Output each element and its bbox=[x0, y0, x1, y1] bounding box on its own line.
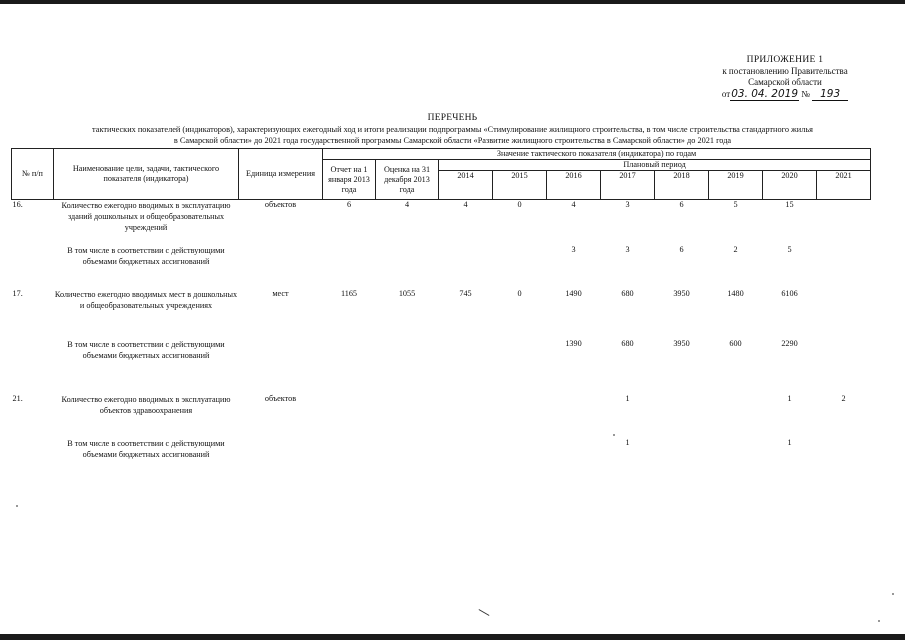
header-year: 2019 bbox=[709, 171, 763, 200]
row-number: 17. bbox=[12, 288, 23, 298]
table-row bbox=[12, 438, 871, 480]
header-estimate: Оценка на 31 декабря 2013 года bbox=[376, 160, 439, 200]
row-value: 1 bbox=[625, 437, 630, 447]
row-value bbox=[817, 289, 871, 339]
row-value bbox=[323, 339, 376, 394]
row-value: 6 bbox=[323, 200, 376, 245]
row-value: 3950 bbox=[673, 338, 690, 348]
table-row bbox=[12, 200, 871, 245]
row-value bbox=[439, 394, 493, 438]
row-value bbox=[439, 339, 493, 394]
row-value bbox=[439, 438, 493, 480]
row-value: 2290 bbox=[781, 338, 798, 348]
row-value: 1 bbox=[625, 393, 630, 403]
row-value: 5 bbox=[709, 200, 763, 245]
scan-border-top bbox=[0, 0, 905, 4]
row-value bbox=[439, 245, 493, 289]
row-value: 4 bbox=[547, 200, 601, 245]
header-year: 2020 bbox=[763, 171, 817, 200]
row-value bbox=[323, 245, 376, 289]
row-value bbox=[817, 200, 871, 245]
header-year: 2016 bbox=[547, 171, 601, 200]
header-unit: Единица измерения bbox=[239, 149, 323, 200]
document-title: ПЕРЕЧЕНЬ bbox=[427, 113, 478, 123]
row-indicator-name: Количество ежегодно вводимых в эксплуатацию зданий дошкольных и общеобразовательных учреждений bbox=[54, 200, 239, 245]
row-value: 1055 bbox=[398, 288, 416, 298]
row-value: 1165 bbox=[340, 288, 358, 298]
row-value bbox=[817, 339, 871, 394]
row-value bbox=[655, 394, 709, 438]
table-body bbox=[12, 200, 871, 480]
appendix-title: ПРИЛОЖЕНИЕ 1 bbox=[746, 55, 824, 65]
header-year: 2021 bbox=[817, 171, 871, 200]
row-indicator-name: Количество ежегодно вводимых мест в дошкольных и общеобразовательных учреждениях bbox=[54, 289, 238, 310]
row-value: 1390 bbox=[565, 338, 582, 348]
row-value: 745 bbox=[459, 288, 472, 298]
row-value: 2 bbox=[733, 244, 738, 254]
row-unit bbox=[239, 245, 323, 289]
scan-border-bottom bbox=[0, 634, 905, 640]
appendix-line-1: к постановлению Правительства bbox=[722, 66, 848, 76]
row-number bbox=[12, 438, 54, 480]
header-name: Наименование цели, задачи, тактического показателя (индикатора) bbox=[54, 149, 239, 200]
subtitle-line-1: тактических показателей (индикаторов), характеризующих ежегодный ход и итоги реализации подпрограммы «Стимулирование жилищного строительства, в том числе строительства стандартного жилья bbox=[92, 125, 813, 134]
row-indicator-name: Количество ежегодно вводимых в эксплуатацию объектов здравоохранения bbox=[61, 394, 231, 415]
header-year: 2018 bbox=[655, 171, 709, 200]
row-value: 3 bbox=[601, 200, 655, 245]
row-value: 4 bbox=[376, 200, 439, 245]
appendix-block bbox=[690, 55, 880, 101]
row-value: 6 bbox=[655, 200, 709, 245]
row-number bbox=[12, 245, 54, 289]
row-value bbox=[323, 438, 376, 480]
scan-speck bbox=[892, 593, 894, 595]
row-value bbox=[709, 438, 763, 480]
row-value: 0 bbox=[493, 200, 547, 245]
scan-speck bbox=[613, 434, 615, 436]
row-value: 6106 bbox=[781, 288, 798, 298]
appendix-date-line bbox=[690, 89, 880, 101]
subtitle-line-2: в Самарской области» до 2021 года государственной программы Самарской области «Развитие жилищного строительства в Самарской области» до 2021 года bbox=[173, 136, 732, 145]
scan-pen-mark bbox=[479, 609, 490, 616]
table-row bbox=[12, 339, 871, 394]
row-unit bbox=[239, 438, 323, 480]
row-value: 1 bbox=[787, 393, 792, 403]
date-prefix: от bbox=[721, 89, 731, 99]
row-value: 3950 bbox=[673, 288, 690, 298]
row-value bbox=[655, 438, 709, 480]
header-values-group: Значение тактического показателя (индикатора) по годам bbox=[323, 149, 871, 160]
header-year: 2017 bbox=[601, 171, 655, 200]
row-number: 16. bbox=[12, 200, 54, 245]
row-value bbox=[376, 394, 439, 438]
row-value: 1490 bbox=[565, 288, 582, 298]
row-value bbox=[709, 394, 763, 438]
row-value bbox=[817, 438, 871, 480]
header-year: 2015 bbox=[493, 171, 547, 200]
row-indicator-name: В том числе в соответствии с действующими объемами бюджетных ассигнований bbox=[67, 245, 225, 266]
row-value: 680 bbox=[621, 288, 634, 298]
row-value: 2 bbox=[841, 393, 846, 403]
row-value bbox=[323, 394, 376, 438]
row-indicator-name: В том числе в соответствии с действующими объемами бюджетных ассигнований bbox=[67, 438, 225, 459]
appendix-line-2: Самарской области bbox=[748, 77, 822, 87]
row-value: 6 bbox=[679, 244, 684, 254]
row-value: 600 bbox=[729, 338, 742, 348]
row-indicator-name: В том числе в соответствии с действующими объемами бюджетных ассигнований bbox=[67, 339, 225, 360]
row-number bbox=[12, 339, 54, 394]
header-report: Отчет на 1 января 2013 года bbox=[323, 160, 376, 200]
table-row bbox=[12, 289, 871, 339]
row-value: 5 bbox=[787, 244, 792, 254]
row-value bbox=[493, 438, 547, 480]
header-planned: Плановый период bbox=[439, 160, 871, 171]
row-value bbox=[547, 394, 601, 438]
scan-speck bbox=[878, 620, 880, 622]
row-value bbox=[493, 245, 547, 289]
row-value bbox=[376, 438, 439, 480]
row-unit: мест bbox=[272, 288, 289, 298]
table-row bbox=[12, 245, 871, 289]
row-value: 15 bbox=[763, 200, 817, 245]
row-unit: объектов bbox=[264, 393, 297, 403]
row-value: 4 bbox=[439, 200, 493, 245]
row-number: 21. bbox=[12, 393, 23, 403]
row-value: 3 bbox=[625, 244, 630, 254]
indicators-table bbox=[11, 148, 871, 480]
row-value: 0 bbox=[517, 288, 522, 298]
header-year: 2014 bbox=[439, 171, 493, 200]
row-value bbox=[376, 245, 439, 289]
row-unit bbox=[239, 339, 323, 394]
row-value bbox=[493, 394, 547, 438]
row-value: 680 bbox=[621, 338, 634, 348]
handwritten-number: 193 bbox=[812, 89, 848, 101]
row-value bbox=[817, 245, 871, 289]
row-value bbox=[493, 339, 547, 394]
row-unit: объектов bbox=[239, 200, 323, 245]
table-row bbox=[12, 394, 871, 438]
header-num: № п/п bbox=[12, 149, 54, 200]
row-value bbox=[547, 438, 601, 480]
row-value: 1480 bbox=[727, 288, 744, 298]
row-value: 3 bbox=[571, 244, 576, 254]
row-value bbox=[376, 339, 439, 394]
scan-speck bbox=[16, 505, 18, 507]
document-subtitle bbox=[20, 124, 885, 146]
table-header bbox=[12, 149, 871, 200]
number-prefix: № bbox=[801, 89, 810, 99]
handwritten-date: 03. 04. 2019 bbox=[731, 88, 799, 100]
row-value: 1 bbox=[787, 437, 792, 447]
